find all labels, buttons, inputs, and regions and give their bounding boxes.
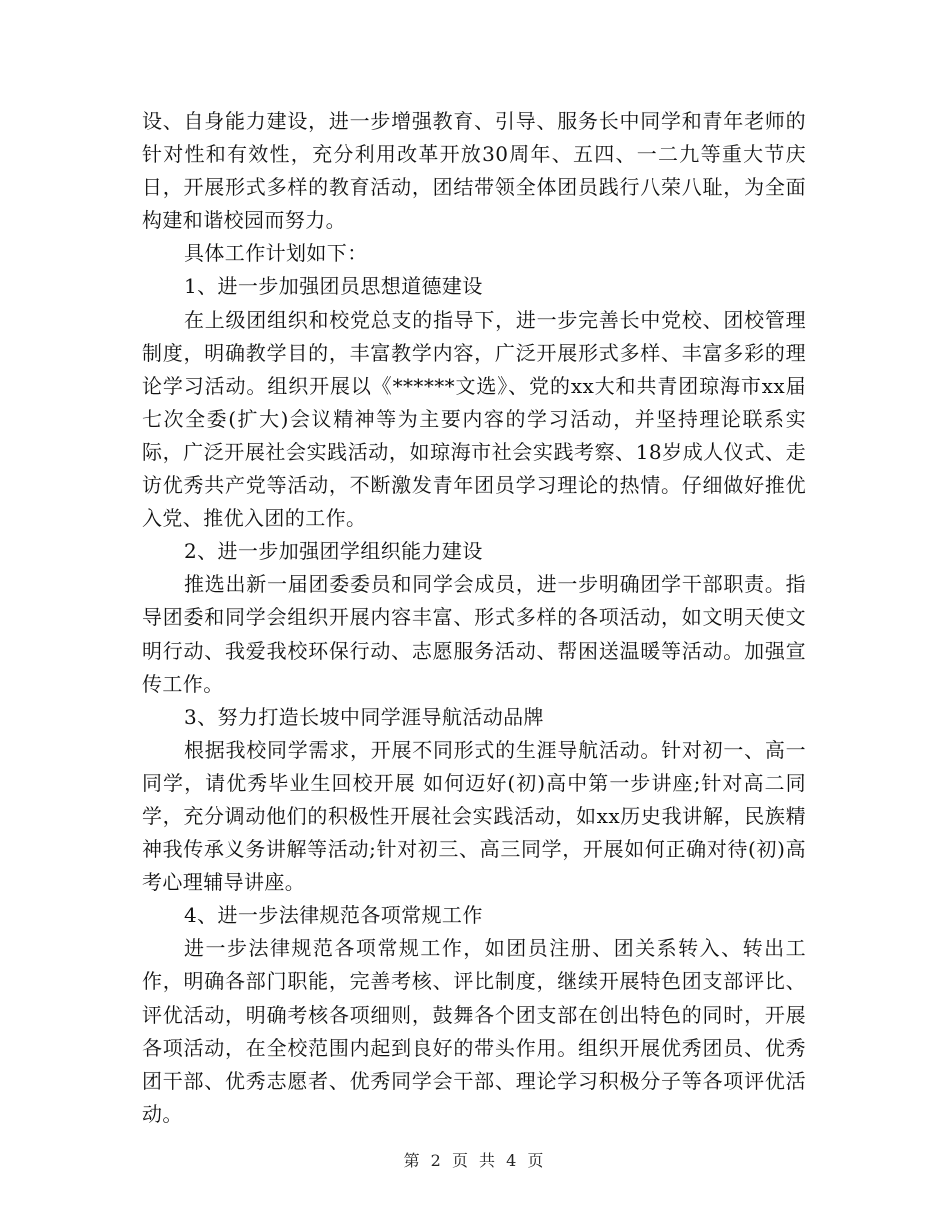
section-heading-2: 2、进一步加强团学组织能力建设: [184, 539, 483, 564]
document-body: [142, 105, 806, 1131]
page-number-footer: 第 2 页 共 4 页: [403, 1151, 547, 1170]
section-heading-4: 4、进一步法律规范各项常规工作: [184, 903, 483, 928]
paragraph-7: 根据我校同学需求，开展不同形式的生涯导航活动。针对初一、高一同学，请优秀毕业生回校开展 如何迈好(初)高中第一步讲座;针对高二同学，充分调动他们的积极性开展社会实践活动，如xx历史我讲解，民族精神我传承义务讲解等活动;针对初三、高三同学，开展如何正确对待(初)高考心理辅导讲座。: [142, 737, 806, 895]
paragraph-1: 具体工作计划如下：: [184, 241, 368, 266]
section-heading-1: 1、进一步加强团员思想道德建设: [184, 274, 483, 299]
paragraph-3: 在上级团组织和校党总支的指导下，进一步完善长中党校、团校管理制度，明确教学目的，丰富教学内容，广泛开展形式多样、丰富多彩的理论学习活动。组织开展以《******文选》、党的xx大和共青团琼海市xx届七次全委(扩大)会议精神等为主要内容的学习活动，并坚持理论联系实际，广泛开展社会实践活动，如琼海市社会实践考察、18岁成人仪式、走访优秀共产党等活动，不断激发青年团员学习理论的热情。仔细做好推优入党、推优入团的工作。: [142, 307, 806, 531]
section-heading-3: 3、努力打造长坡中同学涯导航活动品牌: [184, 704, 544, 729]
paragraph-9: 进一步法律规范各项常规工作，如团员注册、团关系转入、转出工作，明确各部门职能，完善考核、评比制度，继续开展特色团支部评比、评优活动，明确考核各项细则，鼓舞各个团支部在创出特色的同时，开展各项活动，在全校范围内起到良好的带头作用。组织开展优秀团员、优秀团干部、优秀志愿者、优秀同学会干部、理论学习积极分子等各项评优活动。: [142, 936, 806, 1126]
paragraph-0: 设、自身能力建设，进一步增强教育、引导、服务长中同学和青年老师的针对性和有效性，充分利用改革开放30周年、五四、一二九等重大节庆日，开展形式多样的教育活动，团结带领全体团员践行八荣八耻，为全面构建和谐校园而努力。: [142, 109, 806, 233]
paragraph-5: 推选出新一届团委委员和同学会成员，进一步明确团学干部职责。指导团委和同学会组织开展内容丰富、形式多样的各项活动，如文明天使文明行动、我爱我校环保行动、志愿服务活动、帮困送温暖等活动。加强宣传工作。: [142, 572, 806, 696]
